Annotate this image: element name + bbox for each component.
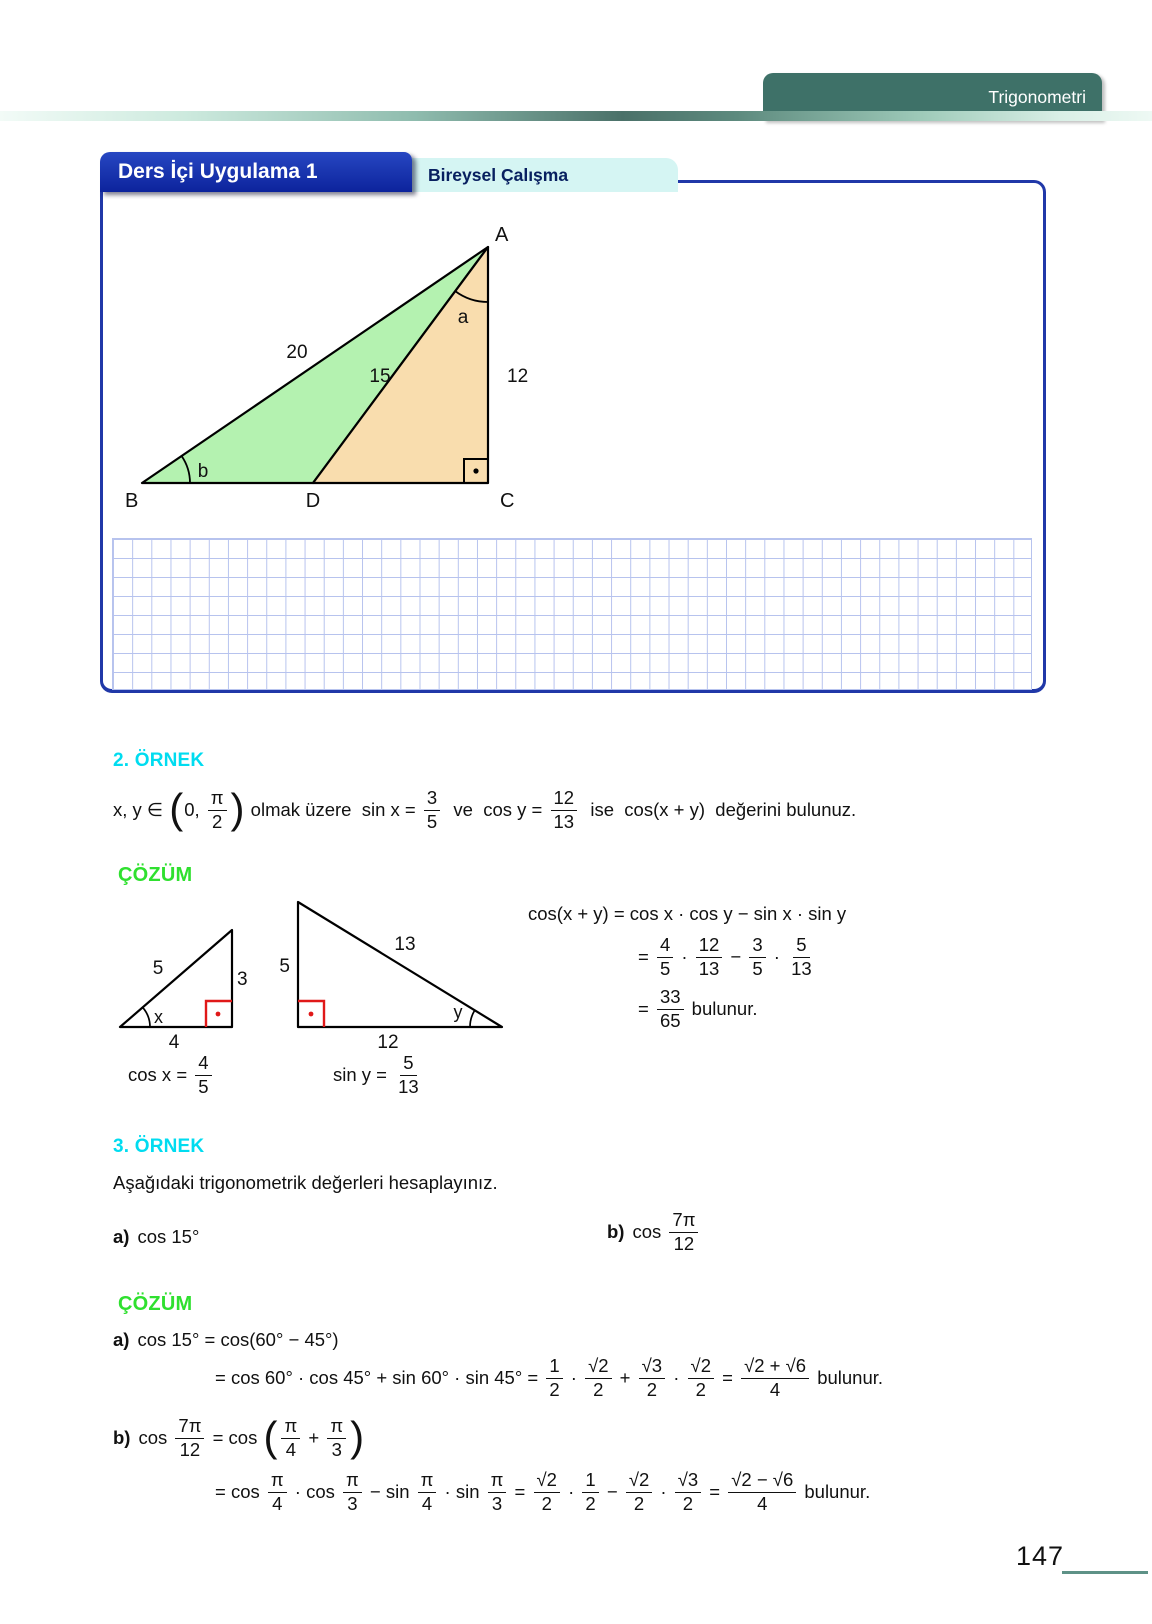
solution2-calculation: [528, 902, 846, 1032]
header-gradient-band: [0, 111, 1152, 121]
triangle-x: [120, 930, 232, 1027]
right-angle-dot-c: [473, 468, 478, 473]
grid-workspace: [112, 538, 1032, 690]
calc-line: = $\frac{4}{5}$ · $\frac{12}{13}$ − $\frac{3}{5}$ · $\frac{5}{13}$: [638, 933, 812, 979]
calc-line: = $\frac{33}{65}$ bulunur.: [638, 985, 758, 1031]
vertex-a-label: A: [495, 224, 509, 246]
page-number: 147: [1016, 1541, 1065, 1571]
solution3-b-line2: = cos $\frac{\pi}{4}$ · cos $\frac{\pi}{3}$ − sin $\frac{\pi}{4}$ · sin $\frac{\pi}{3}$ = $\frac{√2}{2}$ · $\frac{1}{2}$ − $\frac{√2}{2}$ · $\frac{√3}{2}$ = $\frac{√2 - √6}{4}$ bulunur.: [215, 1468, 871, 1514]
right-angle-dot-x: [216, 1012, 221, 1017]
calc-line: cos(x + y) = cos x · cos y − sin x · sin y: [528, 903, 847, 924]
cosx-value: cos x = $\frac{4}{5}$: [128, 1052, 215, 1098]
solution-triangles-figure: [110, 890, 530, 1060]
example3-item-b: [607, 1206, 701, 1258]
length-ad-label: 15: [369, 366, 391, 387]
solution-b-expression: cos $\frac{7\pi}{12}$ = cos ( $\frac{\pi}{4}$ + $\frac{\pi}{3}$ ): [138, 1413, 365, 1460]
solution2-heading: ÇÖZÜM: [118, 864, 193, 886]
angle-b-label: b: [197, 461, 209, 482]
lesson-title-tab: [100, 152, 412, 192]
solution-b-label: b): [113, 1427, 131, 1448]
t2-angle-label: y: [453, 1002, 463, 1022]
triangle-y: [298, 902, 502, 1027]
t2-hyp-label: 13: [394, 934, 416, 955]
t1-height-label: 3: [237, 969, 248, 990]
chapter-title: Trigonometri: [988, 86, 1086, 107]
vertex-c-label: C: [500, 490, 515, 512]
solution3-heading: ÇÖZÜM: [118, 1293, 193, 1315]
item-b-expression: cos $\frac{7\pi}{12}$: [632, 1210, 701, 1254]
solution-a-label: a): [113, 1329, 130, 1350]
study-mode-text: Bireysel Çalışma: [428, 164, 569, 185]
page-number-underline: [1062, 1571, 1148, 1574]
t2-height-label: 5: [279, 956, 290, 977]
vertex-d-label: D: [305, 490, 321, 512]
length-ac-label: 12: [507, 366, 529, 387]
item-b-label: b): [607, 1221, 625, 1242]
item-a-expression: cos 15°: [137, 1226, 200, 1247]
solution-a-expression: cos 15° = cos(60° − 45°): [137, 1329, 339, 1350]
solution3-b-line1: [113, 1410, 365, 1466]
right-triangle-figure: [115, 215, 545, 515]
example3-heading: 3. ÖRNEK: [113, 1136, 205, 1157]
example2-problem: x, y ∈ ( 0, $\frac{\pi}{2}$ ) olmak üzere sin x = $\frac{3}{5}$ ve cos y = $\frac{12}{13}$ ise cos(x + y) değerini bulunuz.: [113, 785, 857, 832]
t1-hyp-label: 5: [152, 958, 164, 979]
t1-base-label: 4: [168, 1032, 180, 1053]
siny-value: sin y = $\frac{5}{13}$: [333, 1051, 419, 1097]
t2-base-label: 12: [377, 1032, 399, 1053]
right-angle-dot-y: [309, 1012, 314, 1017]
vertex-b-label: B: [125, 490, 139, 512]
angle-a-label: a: [457, 307, 469, 328]
example2-heading: 2. ÖRNEK: [113, 750, 205, 771]
example3-prompt: Aşağıdaki trigonometrik değerleri hesaplayınız.: [113, 1172, 498, 1193]
study-mode-label: [412, 158, 678, 192]
example3-item-a: [113, 1222, 199, 1252]
lesson-title: Ders İçi Uygulama 1: [118, 160, 318, 183]
t1-angle-label: x: [154, 1007, 163, 1027]
length-ab-label: 20: [286, 342, 308, 363]
item-a-label: a): [113, 1226, 130, 1247]
solution3-a-line2: = cos 60° · cos 45° + sin 60° · sin 45° = $\frac{1}{2}$ · $\frac{√2}{2}$ + $\frac{√3}{2}$ · $\frac{√2}{2}$ = $\frac{√2 + √6}{4}$ bulunur.: [215, 1354, 884, 1400]
